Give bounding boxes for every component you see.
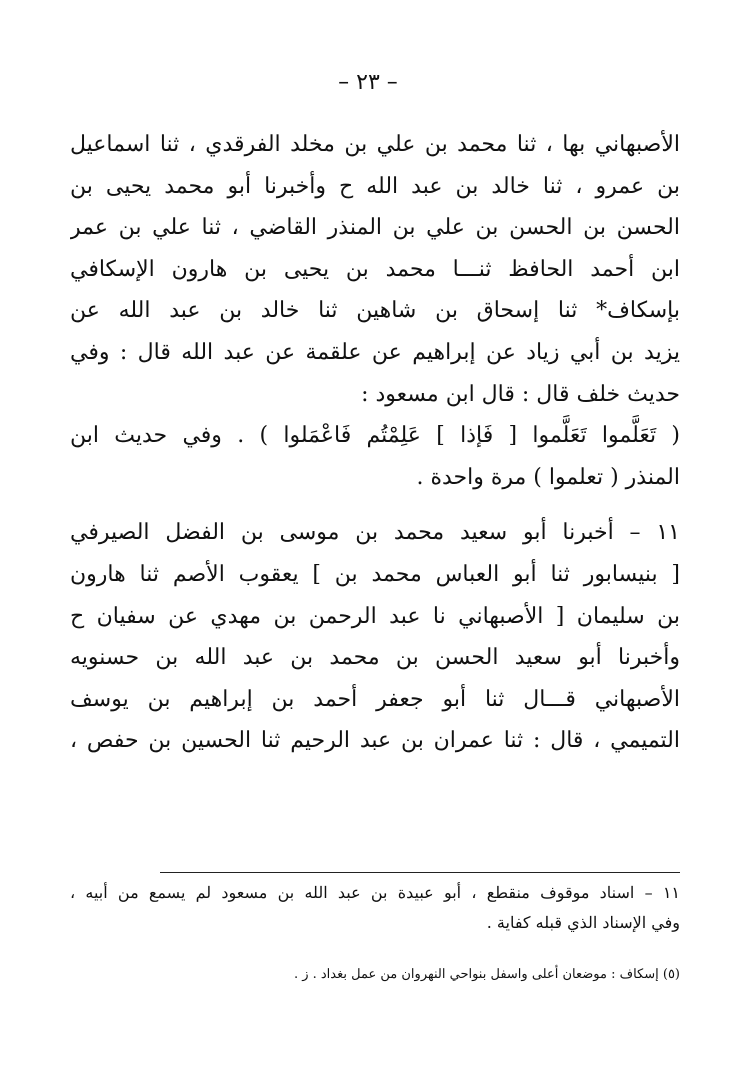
text-line: ابن أحمد الحافظ ثنـــا محمد بن يحيى بن هارون الإسكافي: [70, 256, 680, 282]
text-line: ١١ – أخبرنا أبو سعيد محمد بن موسى بن الفضل الصيرفي: [70, 520, 680, 546]
footnote-line: ١١ – اسناد موقوف منقطع ، أبو عبيدة بن عبد الله بن مسعود لم يسمع من أبيه ،: [70, 883, 680, 902]
text-line: التميمي ، قال : ثنا عمران بن عبد الرحيم ثنا الحسين بن حفص ،: [70, 728, 680, 754]
footnote-line: (٥) إسكاف : موضعان أعلى واسفل بنواحي النهروان من عمل بغداد . ز .: [293, 967, 680, 982]
text-line: بإسكاف* ثنا إسحاق بن شاهين ثنا خالد بن عبد الله عن: [70, 298, 680, 324]
text-line: يزيد بن أبي زياد عن إبراهيم عن علقمة عن عبد الله قال : وفي: [70, 339, 680, 365]
text-line: [ بنيسابور ثنا أبو العباس محمد بن ] يعقوب الأصم ثنا هارون: [70, 561, 680, 587]
page-number: – ٢٣ –: [338, 70, 398, 95]
text-line: وأخبرنا أبو سعيد الحسن بن محمد بن عبد الله بن حسنويه: [70, 645, 680, 671]
text-line: ( تَعَلَّموا تَعَلَّموا [ فَإذا ] عَلِمْتُم فَاعْمَلوا ) . وفي حديث ابن: [70, 423, 680, 449]
footnote-line: وفي الإسناد الذي قبله كفاية .: [486, 913, 680, 932]
paragraph-gap: [70, 498, 680, 512]
text-line: الأصبهاني بها ، ثنا محمد بن علي بن مخلد الفرقدي ، ثنا اسماعيل: [70, 132, 680, 157]
text-line: حديث خلف قال : قال ابن مسعود :: [361, 381, 680, 407]
main-text: [70, 124, 680, 762]
footnote-iskaf: [70, 962, 680, 988]
footnote-divider: [160, 872, 680, 873]
text-line: بن سليمان [ الأصبهاني نا عبد الرحمن بن مهدي عن سفيان ح: [70, 603, 680, 629]
text-line: بن عمرو ، ثنا خالد بن عبد الله ح وأخبرنا أبو محمد يحيى بن: [70, 173, 680, 199]
text-line: الأصبهاني قـــال ثنا أبو جعفر أحمد بن إبراهيم بن يوسف: [70, 686, 680, 712]
text-line: المنذر ( تعلموا ) مرة واحدة .: [416, 464, 680, 490]
text-line: الحسن بن الحسن بن علي بن المنذر القاضي ، ثنا علي بن عمر: [70, 215, 680, 241]
footnote-hadith-11: [70, 878, 680, 938]
